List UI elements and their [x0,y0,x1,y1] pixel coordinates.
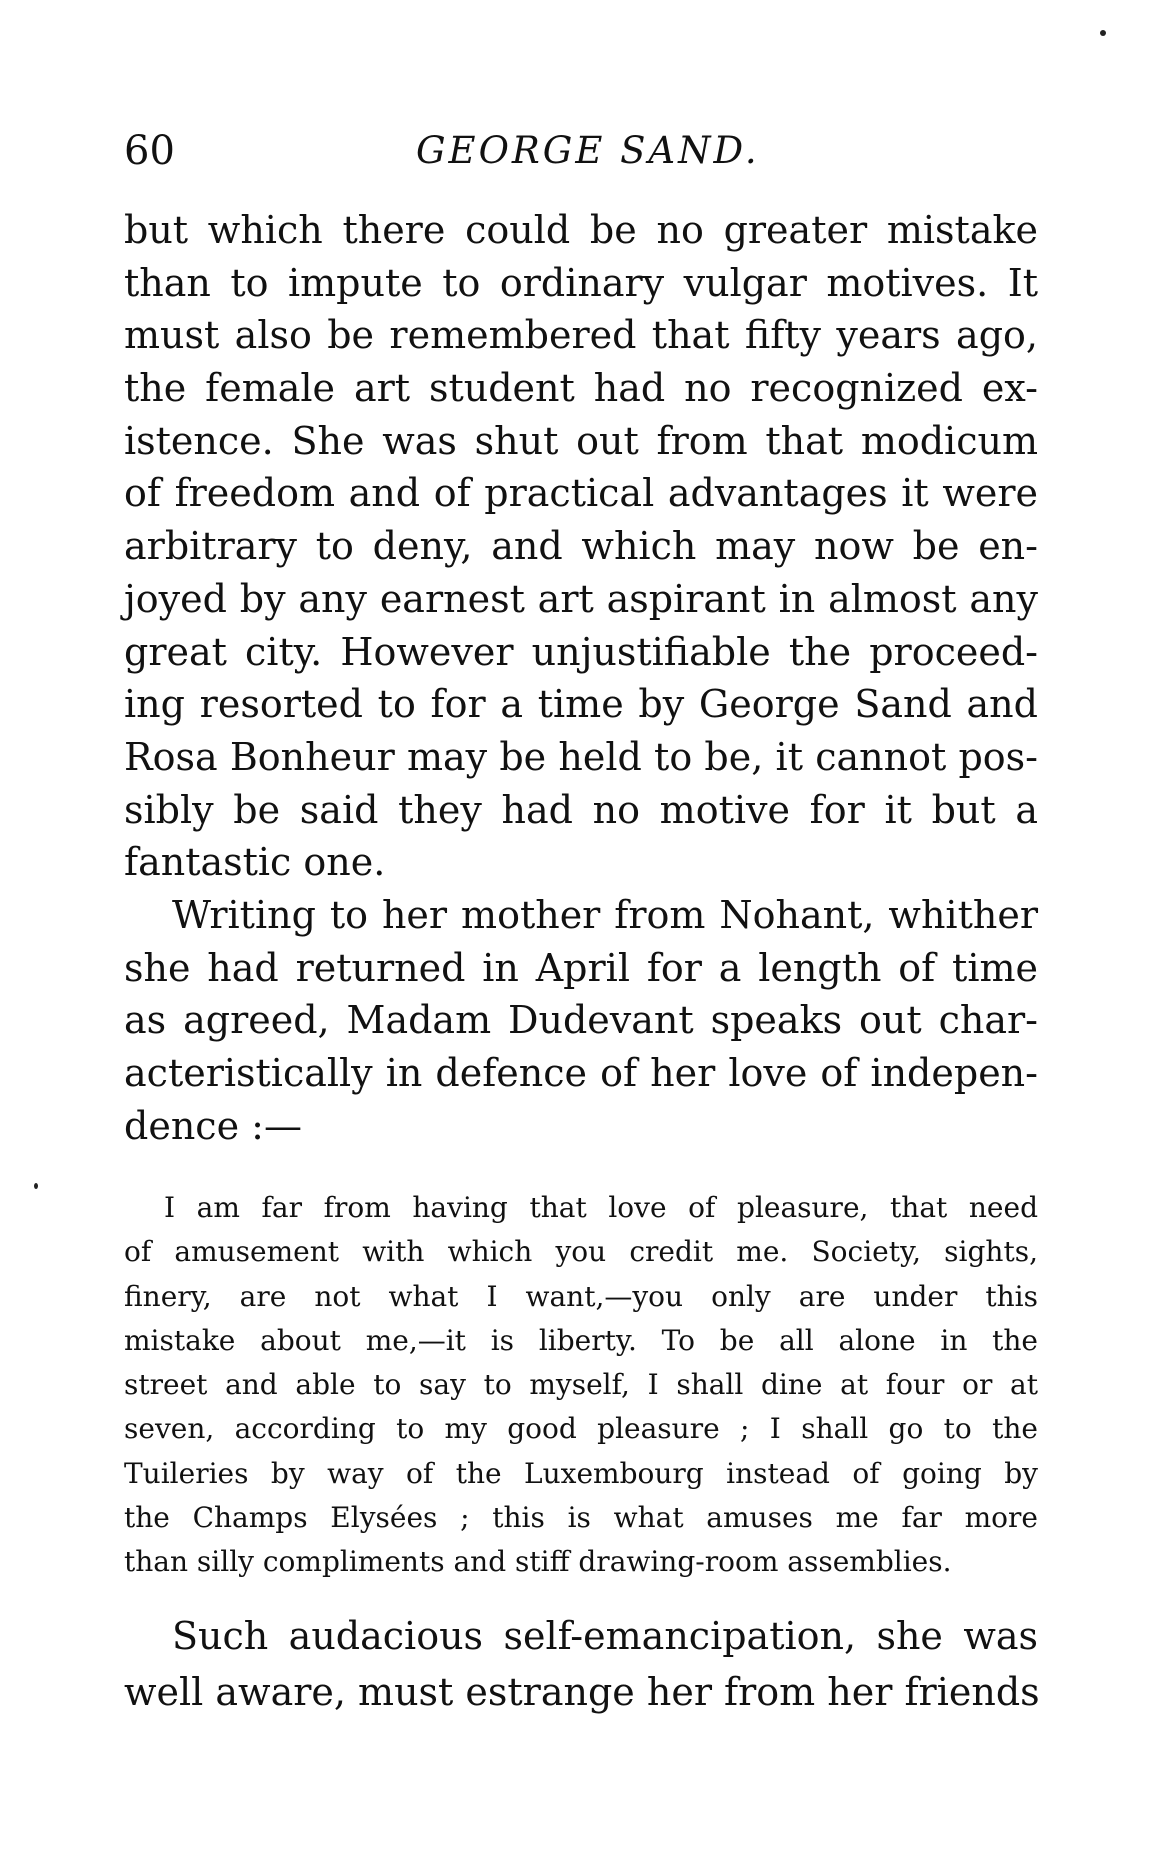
running-title: GEORGE SAND. [416,129,760,172]
text-line: dence :— [124,1103,302,1148]
text-line: but which there could be no greater mistake [124,208,1038,252]
paragraph-3 [124,1608,1038,1720]
text-line: Rosa Bonheur may be held to be, it cannot pos- [124,734,1038,779]
text-line: joyed by any earnest art aspirant in almost any [124,576,1038,621]
paragraph-2 [124,889,1038,1152]
ink-speck [34,1183,38,1189]
text-line: than to impute to ordinary vulgar motives. It [124,260,1038,305]
main-text [124,204,1038,1152]
quote-line: I am far from having that love of pleasure, that need [164,1191,1038,1224]
quote-line: Tuileries by way of the Luxembourg instead of going by [124,1456,1038,1490]
quote-line: finery, are not what I want,—you only are under this [124,1279,1038,1313]
text-line: must also be remembered that fifty years ago, [124,313,1038,358]
text-line: istence. She was shut out from that modicum [124,418,1038,463]
text-line: Such audacious self-emancipation, she was [172,1614,1038,1658]
text-line: sibly be said they had no motive for it but a [124,787,1038,832]
text-line: Writing to her mother from Nohant, whither [172,892,1038,937]
text-line: the female art student had no recognized ex- [124,366,1038,411]
text-line: arbitrary to deny, and which may now be en- [124,524,1038,569]
ink-speck [1100,30,1106,36]
text-line: well aware, must estrange her from her friends [124,1670,1040,1714]
text-line: acteristically in defence of her love of indepen- [124,1051,1038,1095]
text-line: she had returned in April for a length of time [124,945,1038,990]
text-line: of freedom and of practical advantages it were [124,471,1038,516]
quote-line: than silly compliments and stiff drawing-room assemblies. [124,1545,952,1579]
quote-line: mistake about me,—it is liberty. To be all alone in the [124,1323,1038,1357]
quote-line: street and able to say to myself, I shall dine at four or at [124,1368,1038,1402]
quote-line: seven, according to my good pleasure ; I shall go to the [124,1412,1038,1446]
page-number: 60 [124,128,175,174]
page-header [124,126,1038,176]
quote-line: of amusement with which you credit me. Society, sights, [124,1235,1038,1269]
paragraph-1 [124,204,1038,889]
text-line: great city. However unjustifiable the proceed- [124,629,1038,674]
text-line: ing resorted to for a time by George Sand and [124,682,1038,727]
quote-line: the Champs Elysées ; this is what amuses me far more [124,1501,1038,1535]
block-quotation [124,1186,1038,1585]
text-line: fantastic one. [124,840,386,885]
text-line: as agreed, Madam Dudevant speaks out char- [124,998,1038,1043]
